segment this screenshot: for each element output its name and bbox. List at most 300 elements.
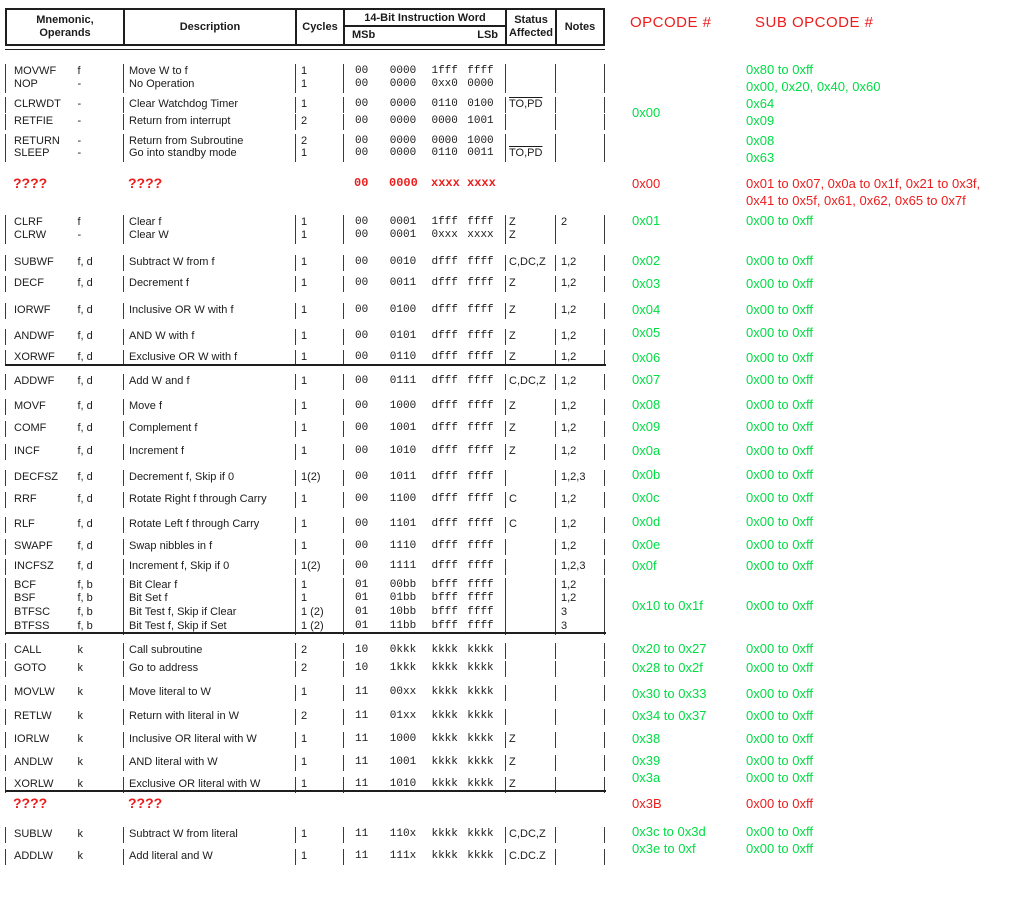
- instruction-word-bits: 00: [355, 256, 369, 268]
- operand-label: [73, 176, 123, 192]
- status-value: Z: [509, 400, 516, 412]
- mnemonic-label: XORLW: [14, 778, 54, 790]
- table-row: [5, 276, 605, 290]
- opcode-annotation: 0x05: [632, 325, 661, 340]
- instruction-word-cell: [343, 374, 505, 390]
- sub-opcode-annotation: 0x00 to 0xff: [746, 419, 813, 434]
- instruction-word-bits: 0110: [431, 147, 458, 159]
- opcode-annotation: 0x0b: [632, 467, 661, 482]
- opcode-annotation: 0x0c: [632, 490, 660, 505]
- mnemonic-operand-cell: [5, 329, 123, 345]
- instruction-word-bits: 01bb: [389, 592, 417, 604]
- status-cell: [505, 661, 555, 677]
- status-cell: [505, 755, 555, 771]
- description-cell: Move W to f: [123, 64, 295, 80]
- operand-label: f, d: [77, 351, 93, 363]
- operand-label: -: [77, 98, 82, 110]
- notes-cell: [555, 827, 605, 843]
- sub-opcode-annotation: 0x00 to 0xff: [746, 686, 813, 701]
- status-cell: [505, 539, 555, 555]
- instruction-word-cell: [343, 303, 505, 319]
- table-row: [5, 643, 605, 657]
- sub-opcode-annotation: 0x00 to 0xff: [746, 796, 813, 811]
- notes-cell: [555, 661, 605, 677]
- instruction-word-bits: 00: [355, 65, 369, 77]
- mnemonic-operand-cell: [5, 643, 123, 659]
- instruction-word-bits: 0110: [431, 98, 458, 110]
- operand-label: k: [77, 733, 83, 745]
- table-row: [5, 215, 605, 229]
- cycles-cell: 1: [295, 685, 343, 701]
- instruction-word-bits: 1000: [467, 135, 494, 147]
- notes-cell: 3: [555, 619, 605, 635]
- description-cell: Bit Test f, Skip if Clear: [123, 605, 295, 621]
- description-cell: AND W with f: [123, 329, 295, 345]
- sub-opcode-annotation: 0x08: [746, 133, 775, 148]
- opcode-annotation: 0x07: [632, 372, 661, 387]
- table-row: [5, 849, 605, 863]
- mnemonic-label: CLRW: [14, 229, 47, 241]
- mnemonic-label: IORLW: [14, 733, 50, 745]
- instruction-word-bits: 00: [355, 375, 369, 387]
- sub-opcode-annotation: 0x00 to 0xff: [746, 708, 813, 723]
- cycles-cell: 1: [295, 64, 343, 80]
- table-row: [5, 399, 605, 413]
- mnemonic-label: RETURN: [14, 135, 60, 147]
- opcode-annotation: 0x38: [632, 731, 661, 746]
- sub-opcode-annotation: 0x80 to 0xff: [746, 62, 813, 77]
- operand-label: f, d: [77, 518, 93, 530]
- table-row: [5, 827, 605, 841]
- operand-label: f, d: [77, 471, 93, 483]
- sub-opcode-annotation: 0x41 to 0x5f, 0x61, 0x62, 0x65 to 0x7f: [746, 193, 966, 208]
- status-cell: [505, 374, 555, 390]
- status-cell: [505, 303, 555, 319]
- instruction-word-bits: 0000: [431, 115, 458, 127]
- instruction-word-bits: 1001: [467, 115, 494, 127]
- instruction-word-bits: 0000: [389, 98, 417, 110]
- notes-cell: [555, 97, 605, 113]
- description-cell: Move literal to W: [123, 685, 295, 701]
- instruction-word-bits: 01: [355, 579, 369, 591]
- cycles-cell: 1: [295, 329, 343, 345]
- instruction-word-bits: dfff: [431, 560, 458, 572]
- mnemonic-operand-cell: [5, 732, 123, 748]
- cycles-cell: 2: [295, 134, 343, 150]
- instruction-word-cell: [343, 661, 505, 677]
- header-mnemonic-line2: Operands: [39, 27, 91, 39]
- instruction-word-cell: [343, 796, 505, 812]
- instruction-word-bits: bfff: [431, 620, 458, 632]
- header-status-line2: Affected: [508, 27, 553, 39]
- instruction-word-bits: 00: [355, 229, 369, 241]
- mnemonic-label: BSF: [14, 592, 36, 604]
- instruction-word-bits: kkkk: [431, 850, 458, 862]
- instruction-word-bits: 0011: [467, 147, 494, 159]
- notes-cell: [555, 146, 605, 162]
- instruction-word-bits: kkkk: [467, 733, 494, 745]
- instruction-word-bits: 00: [355, 147, 369, 159]
- instruction-word-bits: 11: [355, 756, 369, 768]
- description-cell: Increment f: [123, 444, 295, 460]
- instruction-word-bits: dfff: [431, 304, 458, 316]
- instruction-word-bits: 0000: [389, 135, 417, 147]
- notes-cell: [555, 755, 605, 771]
- mnemonic-label: MOVLW: [14, 686, 55, 698]
- notes-cell: 1,2: [555, 444, 605, 460]
- cycles-cell: 1: [295, 350, 343, 366]
- cycles-cell: 1 (2): [295, 605, 343, 621]
- cycles-cell: 1: [295, 215, 343, 231]
- section-divider-line: [5, 364, 606, 366]
- instruction-word-bits: dfff: [431, 518, 458, 530]
- instruction-word-bits: 00: [355, 518, 369, 530]
- instruction-word-bits: 1kkk: [389, 662, 417, 674]
- status-cell: [505, 97, 555, 113]
- mnemonic-label: DECF: [14, 277, 44, 289]
- instruction-word-bits: 00: [354, 176, 369, 190]
- instruction-word-cell: [343, 421, 505, 437]
- instruction-word-bits: kkkk: [467, 756, 494, 768]
- instruction-word-bits: kkkk: [467, 850, 494, 862]
- table-row: [5, 796, 605, 810]
- instruction-word-bits: 11bb: [389, 620, 417, 632]
- status-value: Z: [509, 304, 516, 316]
- cycles-cell: 2: [295, 643, 343, 659]
- status-cell: [505, 146, 555, 162]
- description-cell: Return from Subroutine: [123, 134, 295, 150]
- description-cell: Clear f: [123, 215, 295, 231]
- mnemonic-label: ADDLW: [14, 850, 53, 862]
- status-cell: [505, 255, 555, 271]
- sub-opcode-annotation: 0x00 to 0xff: [746, 276, 813, 291]
- status-value: C.DC.Z: [509, 850, 546, 862]
- sub-opcode-annotation: 0x00 to 0xff: [746, 490, 813, 505]
- header-instruction-word: [343, 10, 505, 44]
- sub-opcode-annotation: 0x00 to 0xff: [746, 213, 813, 228]
- opcode-annotation: 0x08: [632, 397, 661, 412]
- notes-cell: 1,2: [555, 255, 605, 271]
- instruction-word-bits: 00xx: [389, 686, 417, 698]
- instruction-word-bits: 0100: [467, 98, 494, 110]
- operand-label: k: [77, 850, 83, 862]
- operand-label: -: [77, 147, 82, 159]
- instruction-word-bits: kkkk: [431, 710, 458, 722]
- notes-cell: [555, 732, 605, 748]
- instruction-word-bits: 0000: [467, 78, 494, 90]
- mnemonic-label: ANDLW: [14, 756, 53, 768]
- description-cell: Move f: [123, 399, 295, 415]
- opcode-annotation: 0x00: [632, 176, 661, 191]
- mnemonic-operand-cell: [5, 709, 123, 725]
- status-value: C: [509, 518, 517, 530]
- instruction-word-bits: bfff: [431, 592, 458, 604]
- description-cell: Complement f: [123, 421, 295, 437]
- instruction-word-bits: 01: [355, 620, 369, 632]
- notes-cell: 3: [555, 605, 605, 621]
- instruction-word-bits: ffff: [467, 256, 494, 268]
- table-row: [5, 619, 605, 633]
- cycles-cell: 1: [295, 399, 343, 415]
- notes-cell: 1,2: [555, 421, 605, 437]
- instruction-word-bits: dfff: [431, 375, 458, 387]
- mnemonic-label: NOP: [14, 78, 38, 90]
- status-value: TO,PD: [509, 98, 543, 110]
- instruction-word-bits: 0001: [389, 229, 417, 241]
- opcode-annotation: 0x3c to 0x3d: [632, 824, 706, 839]
- operand-label: f, b: [77, 620, 93, 632]
- instruction-word-bits: 1010: [389, 445, 417, 457]
- sub-opcode-annotation: 0x64: [746, 96, 775, 111]
- mnemonic-operand-cell: [5, 849, 123, 865]
- notes-cell: [555, 796, 605, 812]
- status-cell: [505, 492, 555, 508]
- cycles-cell: 1: [295, 732, 343, 748]
- instruction-word-bits: kkkk: [467, 644, 494, 656]
- status-cell: [505, 399, 555, 415]
- opcode-annotation: 0x0a: [632, 443, 661, 458]
- cycles-cell: 1: [295, 97, 343, 113]
- table-row: [5, 777, 605, 791]
- instruction-word-bits: ffff: [467, 540, 494, 552]
- instruction-word-bits: ffff: [467, 422, 494, 434]
- status-cell: [505, 796, 555, 812]
- instruction-word-bits: dfff: [431, 422, 458, 434]
- operand-label: -: [77, 135, 82, 147]
- mnemonic-operand-cell: [5, 470, 123, 486]
- mnemonic-operand-cell: [5, 444, 123, 460]
- mnemonic-operand-cell: [5, 228, 123, 244]
- description-cell: Decrement f: [123, 276, 295, 292]
- mnemonic-operand-cell: [5, 517, 123, 533]
- instruction-word-bits: 0kkk: [389, 644, 417, 656]
- sub-opcode-annotation: 0x00 to 0xff: [746, 253, 813, 268]
- sub-opcode-annotation: 0x00 to 0xff: [746, 660, 813, 675]
- instruction-word-bits: 0100: [389, 304, 417, 316]
- instruction-word-bits: kkkk: [467, 686, 494, 698]
- cycles-cell: [295, 796, 343, 812]
- mnemonic-operand-cell: [5, 255, 123, 271]
- instruction-word-bits: kkkk: [431, 828, 458, 840]
- mnemonic-operand-cell: [5, 539, 123, 555]
- operand-label: -: [77, 229, 82, 241]
- notes-cell: [555, 176, 605, 192]
- instruction-word-bits: [467, 796, 505, 812]
- instruction-word-bits: 1001: [389, 422, 417, 434]
- instruction-word-bits: 10bb: [389, 606, 417, 618]
- instruction-word-bits: dfff: [431, 330, 458, 342]
- sub-opcode-annotation: 0x00 to 0xff: [746, 537, 813, 552]
- instruction-word-bits: kkkk: [431, 686, 458, 698]
- operand-label: k: [77, 756, 83, 768]
- notes-cell: 1,2: [555, 591, 605, 607]
- instruction-word-bits: kkkk: [431, 756, 458, 768]
- table-row: [5, 492, 605, 506]
- mnemonic-operand-cell: [5, 421, 123, 437]
- notes-cell: 1,2: [555, 303, 605, 319]
- table-row: [5, 591, 605, 605]
- operand-label: f, d: [77, 445, 93, 457]
- mnemonic-label: INCF: [14, 445, 40, 457]
- cycles-cell: 1: [295, 303, 343, 319]
- mnemonic-label: RETFIE: [14, 115, 54, 127]
- table-row: [5, 255, 605, 269]
- opcode-annotation: 0x39: [632, 753, 661, 768]
- table-row: [5, 97, 605, 111]
- notes-cell: 1,2: [555, 517, 605, 533]
- sub-opcode-annotation: 0x09: [746, 113, 775, 128]
- cycles-cell: 1: [295, 228, 343, 244]
- section-divider-line: [5, 790, 606, 792]
- instruction-word-bits: 111x: [389, 850, 417, 862]
- table-row: [5, 578, 605, 592]
- instruction-word-bits: dfff: [431, 256, 458, 268]
- description-cell: No Operation: [123, 77, 295, 93]
- instruction-word-bits: [431, 796, 467, 812]
- cycles-cell: 1: [295, 492, 343, 508]
- status-value: Z: [509, 445, 516, 457]
- opcode-annotation: 0x02: [632, 253, 661, 268]
- opcode-column-header: OPCODE #: [630, 14, 712, 31]
- sub-opcode-annotation: 0x00 to 0xff: [746, 302, 813, 317]
- description-cell: Swap nibbles in f: [123, 539, 295, 555]
- operand-label: -: [77, 78, 82, 90]
- instruction-word-bits: dfff: [431, 540, 458, 552]
- sub-opcode-annotation: 0x00 to 0xff: [746, 731, 813, 746]
- instruction-word-bits: ffff: [467, 606, 494, 618]
- description-cell: Subtract W from literal: [123, 827, 295, 843]
- status-cell: [505, 827, 555, 843]
- instruction-word-bits: ffff: [467, 560, 494, 572]
- instruction-word-bits: ffff: [467, 579, 494, 591]
- table-row: [5, 146, 605, 160]
- opcode-annotation: 0x10 to 0x1f: [632, 598, 703, 613]
- mnemonic-label: MOVF: [14, 400, 46, 412]
- description-cell: Rotate Right f through Carry: [123, 492, 295, 508]
- instruction-word-bits: 00: [355, 98, 369, 110]
- notes-cell: 1,2: [555, 276, 605, 292]
- description-cell: Bit Clear f: [123, 578, 295, 594]
- mnemonic-operand-cell: [5, 303, 123, 319]
- sub-opcode-annotation: 0x00 to 0xff: [746, 841, 813, 856]
- operand-label: f, d: [77, 375, 93, 387]
- instruction-word-bits: kkkk: [467, 778, 494, 790]
- cycles-cell: 2: [295, 709, 343, 725]
- table-row: [5, 539, 605, 553]
- instruction-word-bits: 0010: [389, 256, 417, 268]
- operand-label: k: [77, 686, 83, 698]
- instruction-word-bits: kkkk: [467, 710, 494, 722]
- notes-cell: [555, 114, 605, 130]
- status-cell: [505, 444, 555, 460]
- instruction-word-bits: xxxx: [431, 176, 460, 190]
- instruction-word-cell: [343, 228, 505, 244]
- instruction-word-bits: 00: [355, 135, 369, 147]
- table-row: [5, 755, 605, 769]
- table-row: [5, 329, 605, 343]
- status-cell: [505, 685, 555, 701]
- notes-cell: [555, 77, 605, 93]
- table-row: [5, 709, 605, 723]
- instruction-word-bits: 0000: [389, 147, 417, 159]
- instruction-word-bits: 11: [355, 733, 369, 745]
- notes-cell: 1,2: [555, 492, 605, 508]
- mnemonic-operand-cell: [5, 176, 123, 192]
- mnemonic-operand-cell: [5, 399, 123, 415]
- sub-opcode-annotation: 0x00 to 0xff: [746, 558, 813, 573]
- instruction-word-bits: 0011: [389, 277, 417, 289]
- instruction-word-cell: [343, 329, 505, 345]
- mnemonic-label: SWAPF: [14, 540, 53, 552]
- status-value: Z: [509, 756, 516, 768]
- description-cell: Add W and f: [123, 374, 295, 390]
- instruction-word-cell: [343, 97, 505, 113]
- instruction-word-bits: 01: [355, 606, 369, 618]
- instruction-word-cell: [343, 643, 505, 659]
- status-value: Z: [509, 733, 516, 745]
- mnemonic-label: CLRF: [14, 216, 43, 228]
- description-cell: ????: [128, 175, 163, 191]
- operand-label: k: [77, 662, 83, 674]
- cycles-cell: [295, 176, 343, 192]
- instruction-word-bits: 00: [355, 422, 369, 434]
- sub-opcode-annotation: 0x00 to 0xff: [746, 641, 813, 656]
- instruction-word-cell: [343, 276, 505, 292]
- notes-cell: 1,2: [555, 329, 605, 345]
- status-value: C: [509, 493, 517, 505]
- instruction-word-bits: 01xx: [389, 710, 417, 722]
- instruction-word-bits: [389, 796, 431, 812]
- description-cell: Bit Test f, Skip if Set: [123, 619, 295, 635]
- instruction-word-bits: 11: [355, 686, 369, 698]
- instruction-word-bits: kkkk: [467, 828, 494, 840]
- instruction-word-cell: [343, 444, 505, 460]
- mnemonic-label: SUBLW: [14, 828, 53, 840]
- opcode-annotation: 0x09: [632, 419, 661, 434]
- instruction-word-bits: 0110: [389, 351, 417, 363]
- instruction-word-bits: ffff: [467, 351, 494, 363]
- mnemonic-operand-cell: [5, 492, 123, 508]
- instruction-word-cell: [343, 517, 505, 533]
- instruction-word-bits: ffff: [467, 330, 494, 342]
- operand-label: f, b: [77, 606, 93, 618]
- notes-cell: 2: [555, 215, 605, 231]
- header-msb: MSb: [352, 29, 376, 41]
- instruction-word-cell: [343, 146, 505, 162]
- opcode-annotation: 0x00: [632, 105, 661, 120]
- instruction-word-bits: 00: [355, 560, 369, 572]
- mnemonic-label: RLF: [14, 518, 35, 530]
- instruction-word-cell: [343, 685, 505, 701]
- status-cell: [505, 643, 555, 659]
- table-row: [5, 77, 605, 91]
- instruction-word-bits: ffff: [467, 216, 494, 228]
- instruction-word-bits: 00: [355, 351, 369, 363]
- operand-label: f, b: [77, 579, 93, 591]
- status-cell: [505, 114, 555, 130]
- description-cell: AND literal with W: [123, 755, 295, 771]
- status-value: TO,PD: [509, 147, 543, 159]
- operand-label: f, d: [77, 277, 93, 289]
- operand-label: f, d: [77, 560, 93, 572]
- status-cell: [505, 228, 555, 244]
- instruction-word-bits: 1fff: [431, 216, 458, 228]
- instruction-word-bits: ffff: [467, 592, 494, 604]
- operand-label: f, b: [77, 592, 93, 604]
- instruction-word-bits: 11: [355, 850, 369, 862]
- notes-cell: [555, 228, 605, 244]
- mnemonic-label: CALL: [14, 644, 42, 656]
